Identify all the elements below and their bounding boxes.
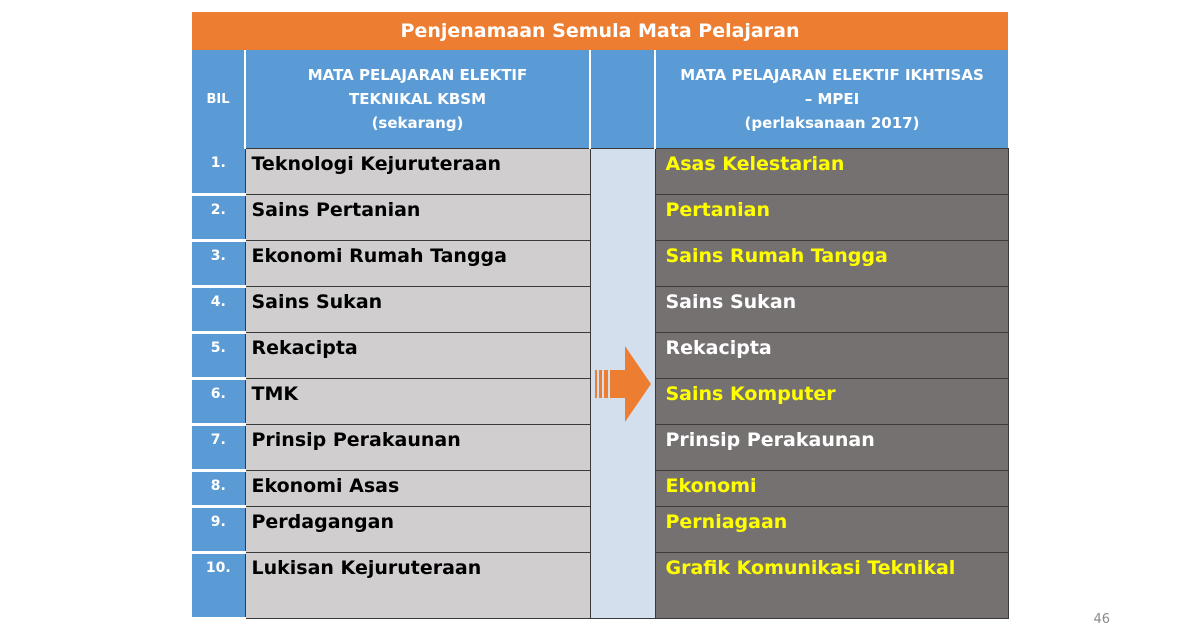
current-subject: Sains Pertanian [245, 195, 590, 241]
current-subject: Lukisan Kejuruteraan [245, 553, 590, 619]
row-number: 2. [192, 195, 245, 241]
new-subject: Grafik Komunikasi Teknikal [655, 553, 1008, 619]
new-subject: Ekonomi [655, 471, 1008, 507]
new-subject: Prinsip Perakaunan [655, 425, 1008, 471]
header-right-line-1: MATA PELAJARAN ELEKTIF IKHTISAS [680, 66, 984, 84]
row-number: 5. [192, 333, 245, 379]
header-bil: BIL [192, 50, 245, 149]
current-subject: Rekacipta [245, 333, 590, 379]
current-subject: Ekonomi Asas [245, 471, 590, 507]
header-arrow-spacer [590, 50, 655, 149]
current-subject: Perdagangan [245, 507, 590, 553]
subject-rename-table [192, 50, 1009, 620]
current-subject: Sains Sukan [245, 287, 590, 333]
new-subject: Asas Kelestarian [655, 149, 1008, 195]
page-number: 46 [1093, 612, 1110, 627]
header-right-line-2: – MPEI [804, 90, 860, 108]
new-subject: Sains Sukan [655, 287, 1008, 333]
current-subject: Prinsip Perakaunan [245, 425, 590, 471]
header-left-line-1: MATA PELAJARAN ELEKTIF [307, 66, 528, 84]
row-number: 4. [192, 287, 245, 333]
current-subject: TMK [245, 379, 590, 425]
current-subject: Teknologi Kejuruteraan [245, 149, 590, 195]
new-subject: Perniagaan [655, 507, 1008, 553]
header-current-subjects [245, 50, 590, 149]
table-header-row [192, 50, 1008, 149]
slide-title: Penjenamaan Semula Mata Pelajaran [192, 12, 1008, 50]
header-new-subjects [655, 50, 1008, 149]
table-row [192, 149, 1008, 195]
row-number: 1. [192, 149, 245, 195]
new-subject: Rekacipta [655, 333, 1008, 379]
table-body [192, 149, 1008, 619]
current-subject: Ekonomi Rumah Tangga [245, 241, 590, 287]
new-subject: Sains Komputer [655, 379, 1008, 425]
row-number: 10. [192, 553, 245, 619]
header-right-line-3: (perlaksanaan 2017) [744, 114, 920, 132]
row-number: 3. [192, 241, 245, 287]
new-subject: Sains Rumah Tangga [655, 241, 1008, 287]
header-left-line-3: (sekarang) [371, 114, 464, 132]
row-number: 8. [192, 471, 245, 507]
arrow-column [590, 149, 655, 619]
row-number: 6. [192, 379, 245, 425]
header-left-line-2: TEKNIKAL KBSM [348, 90, 487, 108]
row-number: 9. [192, 507, 245, 553]
arrow-right-icon [595, 346, 651, 422]
row-number: 7. [192, 425, 245, 471]
new-subject: Pertanian [655, 195, 1008, 241]
